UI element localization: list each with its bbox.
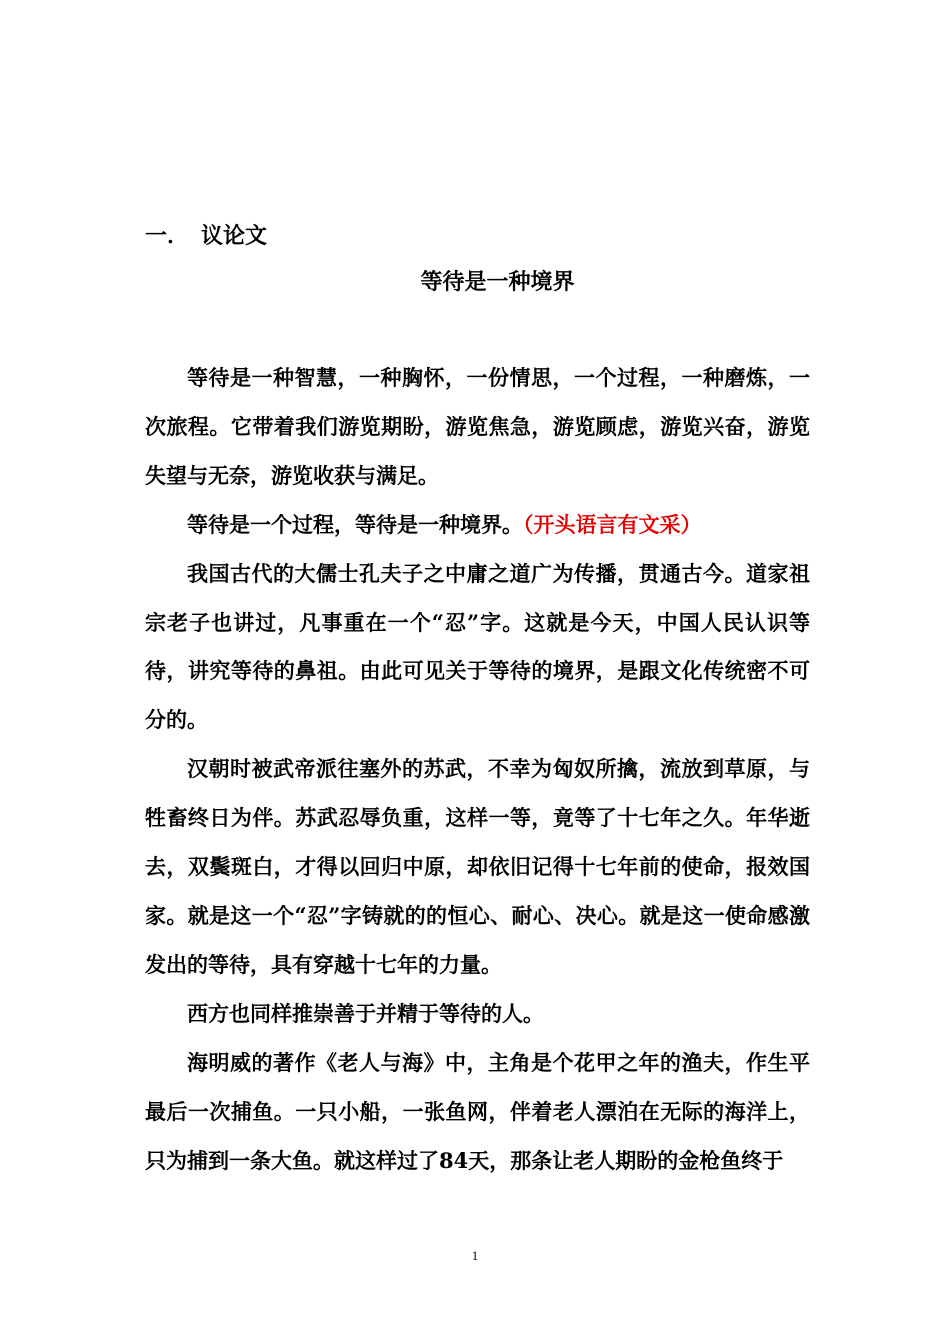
paragraph-4: 汉朝时被武帝派往塞外的苏武，不幸为匈奴所擒，流放到草原，与牲畜终日为伴。苏武忍辱负重，这样一等，竟等了十七年之久。年华逝去，双鬓斑白，才得以回归中原，却依旧记得十七年前的使命，报效国家。就是这一个“忍”字铸就的的恒心、耐心、决心。就是这一使命感激发出的等待，具有穿越十七年的力量。 [145,756,810,977]
section-label: 议论文 [201,223,268,249]
essay-title: 等待是一种境界 [420,269,575,295]
paragraph-3: 我国古代的大儒士孔夫子之中庸之道广为传播，贯通古今。道家祖宗老子也讲过，凡事重在一个“忍”字。这就是今天，中国人民认识等待，讲究等待的鼻祖。由此可见关于等待的境界，是跟文化传统密不可分的。 [145,560,810,733]
paragraph-5: 西方也同样推崇善于并精于等待的人。 [187,1000,544,1026]
page-number: 1 [471,1248,479,1263]
paragraph-6: 海明威的著作《老人与海》中，主角是个花甲之年的渔夫，作生平最后一次捕鱼。一只小船，一张鱼网，伴着老人漂泊在无际的海洋上，只为捕到一条大鱼。就这样过了84天，那条让老人期盼的金枪鱼终于 [145,1049,810,1173]
essay-body [145,354,810,1185]
section-number: 一． [145,223,190,249]
paragraph-1: 等待是一种智慧，一种胸怀，一份情思，一个过程，一种磨炼，一次旅程。它带着我们游览期盼，游览焦急，游览顾虑，游览兴奋，游览失望与无奈，游览收获与满足。 [145,365,810,488]
section-heading [145,218,267,254]
paragraph-2-text: 等待是一个过程，等待是一种境界。 [187,511,523,537]
annotation-note: （开头语言有文采） [523,511,702,537]
paragraph-2 [145,501,810,550]
